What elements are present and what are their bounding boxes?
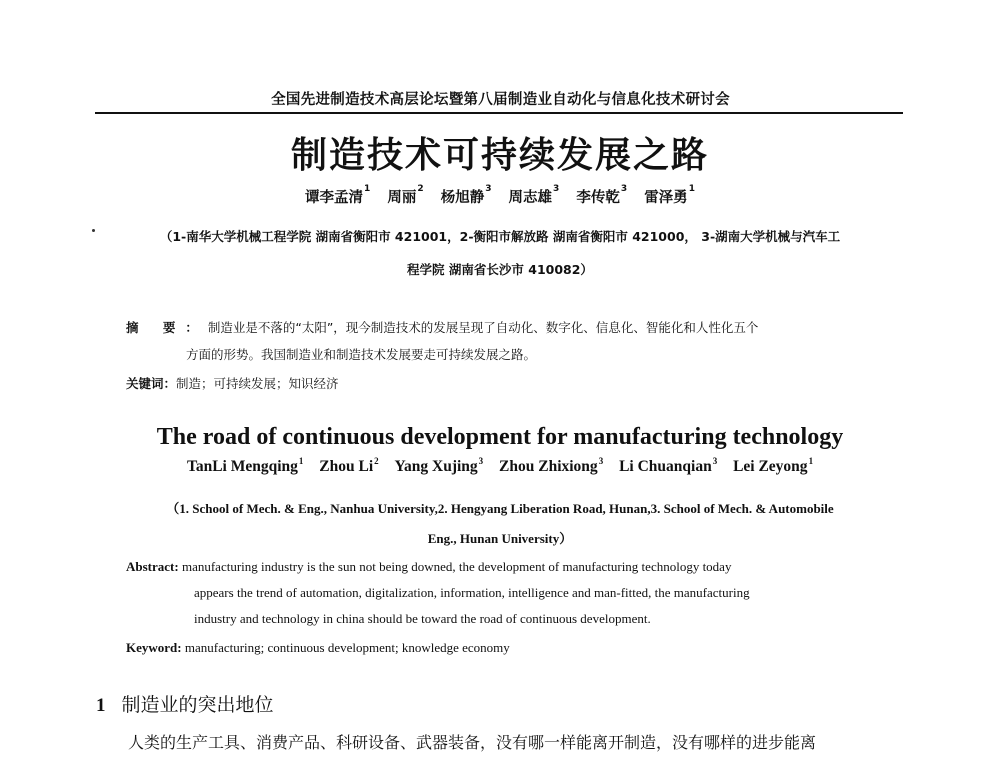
cn-affiliation-line: 程学院 湖南省长沙市 410082）: [407, 262, 593, 277]
cn-abstract-text: 制造业是不落的“太阳”，现今制造技术的发展呈现了自动化、数字化、信息化、智能化和人性化五个: [207, 320, 759, 335]
section-heading: [96, 690, 274, 717]
cn-affiliation-line: （1-南华大学机械工程学院 湖南省衡阳市 421001，2-衡阳市解放路 湖南省衡阳市 421000， 3-湖南大学机械与汽车工: [159, 229, 841, 244]
en-abstract-text: industry and technology in china should be toward the road of continuous development.: [194, 611, 651, 626]
chinese-abstract: [126, 314, 886, 368]
en-affiliation-line: （1. School of Mech. & Eng., Nanhua University,2. Hengyang Liberation Road, Hunan,3. School of Mech. & Automobile: [166, 501, 834, 516]
cn-abstract-label: 摘 要：: [126, 320, 208, 335]
chinese-keywords: [126, 374, 339, 392]
cn-author: 杨旭静$^3$: [440, 184, 492, 206]
english-title: The road of continuous development for manufacturing technology: [156, 424, 844, 450]
en-author: TanLi Mengqing$^1$: [186, 456, 304, 475]
chinese-authors: [0, 186, 1000, 207]
en-keywords-text: manufacturing; continuous development; knowledge economy: [184, 640, 510, 655]
english-affiliations: [95, 494, 905, 554]
cn-author: 谭李孟清$^1$: [305, 184, 371, 206]
cn-author: 雷泽勇$^1$: [644, 184, 695, 206]
english-abstract: [126, 554, 886, 632]
en-abstract-text: appears the trend of automation, digitalization, information, intelligence and man-fitted, the manufacturing: [194, 585, 750, 600]
en-abstract-label: Abstract:: [126, 559, 179, 574]
section-number: 1: [96, 695, 106, 716]
en-author: Zhou Zhixiong$^3$: [499, 456, 604, 475]
cn-keywords-label: 关键词：: [126, 376, 177, 391]
cn-author: 周丽$^2$: [387, 184, 424, 206]
chinese-affiliations: [90, 220, 910, 286]
body-paragraph: 人类的生产工具、消费产品、科研设备、武器装备，没有哪一样能离开制造，没有哪样的进步能离: [128, 733, 817, 752]
en-author: Zhou Li$^2$: [319, 456, 379, 475]
running-head: 全国先进制造技术高层论坛暨第八届制造业自动化与信息化技术研讨会: [271, 92, 730, 108]
cn-abstract-text: 方面的形势。我国制造业和制造技术发展要走可持续发展之路。: [186, 347, 537, 362]
section-title: 制造业的突出地位: [121, 694, 274, 716]
english-keywords: [126, 640, 510, 656]
en-affiliation-line: Eng., Hunan University）: [427, 531, 573, 546]
en-abstract-text: manufacturing industry is the sun not being downed, the development of manufacturing technology today: [181, 559, 732, 574]
en-keywords-label: Keyword:: [126, 640, 182, 655]
cn-keywords-text: 制造；可持续发展；知识经济: [176, 376, 339, 391]
en-author: Yang Xujing$^3$: [394, 456, 484, 475]
cn-author: 周志雄$^3$: [508, 184, 560, 206]
en-author: Lei Zeyong$^1$: [733, 456, 814, 475]
cn-author: 李传乾$^3$: [576, 184, 628, 206]
chinese-title: 制造技术可持续发展之路: [290, 134, 709, 176]
en-author: Li Chuanqian$^3$: [619, 456, 718, 475]
english-authors: [0, 458, 1000, 476]
header-rule: [95, 112, 903, 114]
